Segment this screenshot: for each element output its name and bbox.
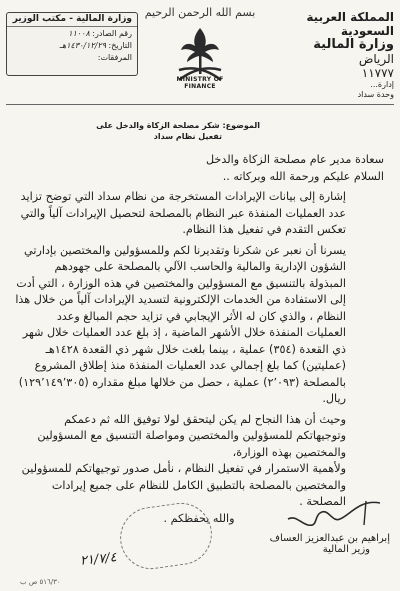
dept-line-2: وحدة سداد: [357, 90, 394, 99]
header-divider: [6, 104, 394, 105]
dept-line-1: إدارة...: [370, 80, 394, 89]
handwritten-date: ٢١/٧/٤: [79, 550, 118, 569]
emblem-caption: MINISTRY OF FINANCE: [176, 76, 224, 90]
subject-block: [70, 120, 260, 142]
subject-line-1: [70, 120, 260, 131]
stamp-date-value: ١٤٣٠/١٢/٢٩هـ: [59, 41, 106, 50]
closing-line: والله يحفظكم .: [163, 511, 235, 525]
letterhead: [276, 10, 394, 100]
signature-block: [240, 495, 390, 555]
stamp-attach-row: [7, 52, 137, 64]
signatory-name: إبراهيم بن عبدالعزيز العساف: [269, 533, 390, 544]
letter-number: ١١٧٧٧: [361, 66, 394, 80]
paragraph-1: إشارة إلى بيانات الإيرادات المستخرجة من نظام سداد التي توضح تزايد عدد العمليات المنفذة عبر النظام بالمصلحة لتحصيل الإيرادات آلياً والتي تعكس التقدم في تفعيل هذا النظام.: [20, 190, 346, 236]
greeting-line: السلام عليكم ورحمة الله وبركاته ..: [222, 169, 384, 183]
stamp-date-row: [7, 40, 137, 52]
signatory-title: وزير المالية: [322, 544, 370, 555]
address-line: سعادة مدير عام مصلحة الزكاة والدخل: [205, 153, 384, 166]
stamp-ref-row: [7, 28, 137, 40]
stamp-ref-value: ١١٠٠٨: [68, 29, 90, 38]
stamp-ref-label: رقم الصادر:: [92, 29, 132, 38]
paragraph-4: ولأهمية الاستمرار في تفعيل النظام ، نأمل صدور توجيهاتكم للمسؤولين والمختصين بالمصلحة بالتطبيق الكامل للنظام على جميع إيرادات المصلحة .: [21, 462, 346, 508]
registry-stamp: [6, 12, 138, 76]
bismillah: بسم الله الرحمن الرحيم: [144, 6, 256, 19]
letter-body: [14, 152, 384, 527]
subject-text-1: شكر مصلحة الزكاة والدخل على: [96, 121, 220, 130]
paragraph-2: يسرنا أن نعبر عن شكرنا وتقديرنا لكم وللمسؤولين والمختصين بإدارتي الشؤون الإدارية والمالية والحاسب الآلي بالمصلحة على جهودهم المبذولة بالتنسيق مع المسؤولين والمختصين في هذه الوزارة ، التي أدت إلى الاستفادة من الخدمات الإلكترونية لتسديد الإيرادات آلياً من خلال هذا النظام ، والذي كان له الأثر الإيجابي في تزايد حجم المبالغ وعدد العمليات المنفذة خلال الأشهر الماضية ، إذ بلغ عدد العمليات خلال شهر ذي القعدة (٣٥٤) عملية ، بينما بلغت خلال شهر ذي القعدة ١٤٢٨هـ (عمليتين) كما بلغ إجمالي عدد العمليات المنفذة منذ إطلاق المشروع بالمصلحة (٢٬٠٩٣) عملية ، حصل من خلالها مبلغ مقداره (١٢٩٬١٤٩٬٣٠٥) ريال.: [15, 243, 346, 405]
city-name: الرياض: [358, 52, 394, 66]
stamp-date-label: التاريخ:: [108, 41, 132, 50]
ministry-name: وزارة المالية: [313, 37, 394, 52]
handwritten-signature-icon: [280, 495, 390, 533]
stamp-attach-label: المرفقات:: [97, 53, 132, 62]
paragraph-3: وحيث أن هذا النجاح لم يكن ليتحقق لولا توفيق الله ثم دعمكم وتوجيهاتكم للمسؤولين والمختصين ومواصلة التنسيق مع المسؤولين والمختصين بهذه الوزارة،: [37, 412, 346, 459]
subject-label: الموضوع:: [222, 121, 260, 130]
footer-reference: ٥١٦/٣٠ ص ب: [20, 578, 61, 586]
country-name: المملكة العربية السعودية: [306, 10, 394, 38]
subject-text-2: تفعيل نظام سداد: [153, 132, 222, 141]
stamp-title: وزارة المالية - مكتب الوزير: [7, 13, 137, 27]
